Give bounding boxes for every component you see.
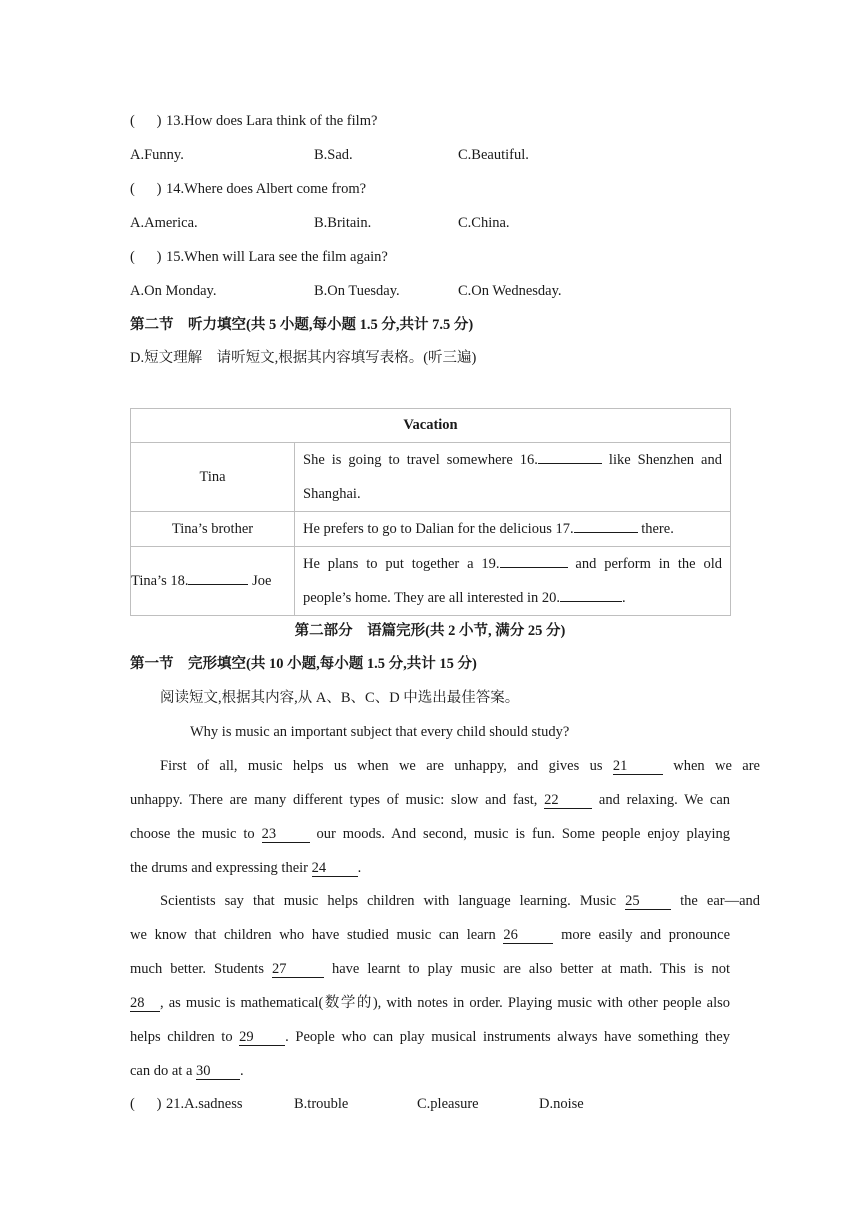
row-content: She is going to travel somewhere 16. like Shenzhen and Shanghai. — [295, 443, 731, 512]
row-label: Tina’s brother — [131, 512, 295, 547]
row-label: Tina’s 18. Joe — [131, 547, 295, 616]
question-14 — [130, 179, 366, 199]
cloze-instruction: 阅读短文,根据其内容,从 A、B、C、D 中选出最佳答案。 — [160, 690, 520, 706]
blank-30[interactable]: 30 — [196, 1063, 240, 1080]
option-b: B.On Tuesday. — [314, 283, 400, 299]
answer-bracket[interactable]: ( ) — [130, 113, 162, 129]
option-d: D.noise — [539, 1096, 584, 1112]
blank-18[interactable] — [188, 584, 248, 585]
passage-line: 28 , as music is mathematical(数学的), with notes in order. Playing music with other people also — [130, 995, 730, 1011]
row-label: Tina — [131, 443, 295, 512]
row-content: He prefers to go to Dalian for the delicious 17. there. — [295, 512, 731, 547]
sub-heading: 第一节 完形填空(共 10 小题,每小题 1.5 分,共计 15 分) — [130, 656, 477, 672]
answer-bracket[interactable]: ( ) — [130, 1096, 162, 1112]
question-21 — [130, 1094, 243, 1114]
option-b: B.Britain. — [314, 215, 372, 231]
blank-25[interactable]: 25 — [625, 893, 671, 910]
vacation-table — [130, 408, 731, 616]
blank-29[interactable]: 29 — [239, 1029, 285, 1046]
passage-line: the drums and expressing their 24 . — [130, 860, 362, 876]
passage-line: can do at a 30 . — [130, 1063, 244, 1079]
section-instruction: D.短文理解 请听短文,根据其内容填写表格。(听三遍) — [130, 350, 477, 366]
passage-line: Scientists say that music helps children with language learning. Music 25 the ear—and — [160, 893, 761, 909]
blank-20[interactable] — [560, 601, 622, 602]
option-a: A.America. — [130, 215, 198, 231]
option-c: C.Beautiful. — [458, 147, 529, 163]
blank-26[interactable]: 26 — [503, 927, 553, 944]
question-13 — [130, 111, 377, 131]
blank-16[interactable] — [538, 463, 602, 464]
blank-17[interactable] — [574, 532, 638, 533]
blank-23[interactable]: 23 — [262, 826, 310, 843]
table-row — [131, 512, 731, 547]
passage-line: First of all, music helps us when we are unhappy, and gives us 21 when we are — [160, 758, 760, 774]
question-stem: 13.How does Lara think of the film? — [166, 113, 378, 129]
part-heading: 第二部分 语篇完形(共 2 小节, 满分 25 分) — [294, 623, 566, 639]
section-heading: 第二节 听力填空(共 5 小题,每小题 1.5 分,共计 7.5 分) — [130, 317, 474, 333]
answer-bracket[interactable]: ( ) — [130, 181, 162, 197]
table-title: Vacation — [131, 409, 731, 443]
passage-line: choose the music to 23 our moods. And second, music is fun. Some people enjoy playing — [130, 826, 730, 842]
option-c: C.China. — [458, 215, 510, 231]
blank-22[interactable]: 22 — [544, 792, 592, 809]
passage-title: Why is music an important subject that every child should study? — [190, 724, 570, 740]
option-a: 21.A.sadness — [166, 1096, 243, 1112]
option-a: A.On Monday. — [130, 283, 217, 299]
blank-28[interactable]: 28 — [130, 995, 160, 1012]
passage-line: much better. Students 27 have learnt to play music are also better at math. This is not — [130, 961, 731, 977]
table-row — [131, 547, 731, 616]
option-c: C.pleasure — [417, 1096, 479, 1112]
passage-line: helps children to 29 . People who can play musical instruments always have something they — [130, 1029, 730, 1045]
passage-line: we know that children who have studied music can learn 26 more easily and pronounce — [130, 927, 731, 943]
blank-24[interactable]: 24 — [312, 860, 358, 877]
table-row — [131, 443, 731, 512]
passage-line: unhappy. There are many different types of music: slow and fast, 22 and relaxing. We can — [130, 792, 731, 808]
option-b: B.trouble — [294, 1096, 349, 1112]
question-stem: 14.Where does Albert come from? — [166, 181, 367, 197]
option-b: B.Sad. — [314, 147, 353, 163]
answer-bracket[interactable]: ( ) — [130, 249, 162, 265]
blank-27[interactable]: 27 — [272, 961, 324, 978]
blank-19[interactable] — [500, 567, 568, 568]
row-content: He plans to put together a 19. and perform in the old people’s home. They are all interested in 20. . — [295, 547, 731, 616]
option-a: A.Funny. — [130, 147, 184, 163]
blank-21[interactable]: 21 — [613, 758, 663, 775]
question-15 — [130, 247, 388, 267]
option-c: C.On Wednesday. — [458, 283, 562, 299]
question-stem: 15.When will Lara see the film again? — [166, 249, 388, 265]
